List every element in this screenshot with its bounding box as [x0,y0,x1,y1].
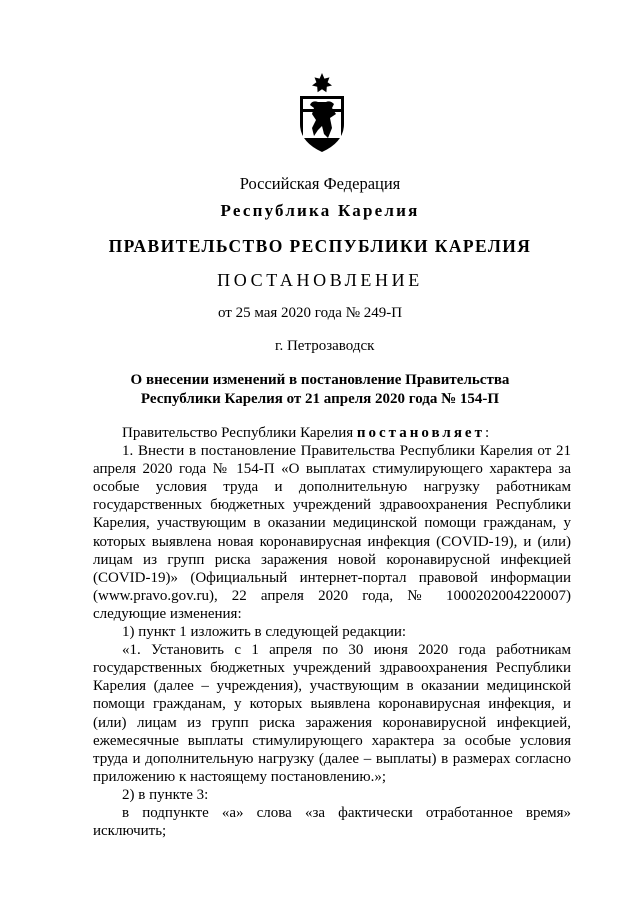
subject-line: Республики Карелия от 21 апреля 2020 года № 154-П [140,391,500,407]
paragraph-2: 1) пункт 1 изложить в следующей редакции: [122,624,407,641]
document-city: г. Петрозаводск [275,338,375,354]
document-subject [0,371,640,409]
republic-name: Республика Карелия [220,201,420,220]
document-type: ПОСТАНОВЛЕНИЕ [217,270,423,290]
document-body [93,424,571,840]
preamble-text: Правительство Республики Карелия [122,425,357,441]
emblem-star [312,73,332,92]
paragraph-5: в подпункте «а» слова «за фактически отработанное время» исключить; [93,804,571,840]
paragraph-3: «1. Установить с 1 апреля по 30 июня 2020 года работникам государственных бюджетных учреждений здравоохранения Республики Карелия (далее – учреждения), участвующим в оказании медицинской помощи гражданам, у которых выявлена коронавирусная инфекция, и (или) лицам из групп риска заражения коронавирусной инфекцией, ежемесячные выплаты стимулирующего характера за особые условия труда и дополнительную нагрузку (далее – выплаты) в размерах согласно приложению к настоящему постановлению.»; [93,642,571,785]
preamble-colon: : [484,425,490,441]
preamble [93,424,571,442]
subject-line: О внесении изменений в постановление Правительства [130,372,510,388]
paragraph-1: 1. Внести в постановление Правительства Республики Карелия от 21 апреля 2020 года № 154-П «О выплатах стимулирующего характера за особые условия труда и дополнительную нагрузку работникам государственных бюджетных учреждений здравоохранения Республики Карелия, участвующим в оказании медицинской помощи гражданам, у которых выявлена новая коронавирусная инфекция (COVID-19), и (или) лицам из групп риска заражения новой коронавирусной инфекцией (COVID-19)» (Официальный интернет-портал правовой информации (www.pravo.gov.ru), 22 апреля 2020 года, № 1000202004220007) следующие изменения: [93,443,571,622]
country-name: Российская Федерация [239,174,401,193]
paragraph-4: 2) в пункте 3: [122,786,209,803]
karelia-coat-of-arms-icon [296,72,348,154]
preamble-verb: постановляет [356,425,485,441]
document-date: от 25 мая 2020 года № 249-П [218,305,403,321]
government-title: ПРАВИТЕЛЬСТВО РЕСПУБЛИКИ КАРЕЛИЯ [108,236,532,256]
